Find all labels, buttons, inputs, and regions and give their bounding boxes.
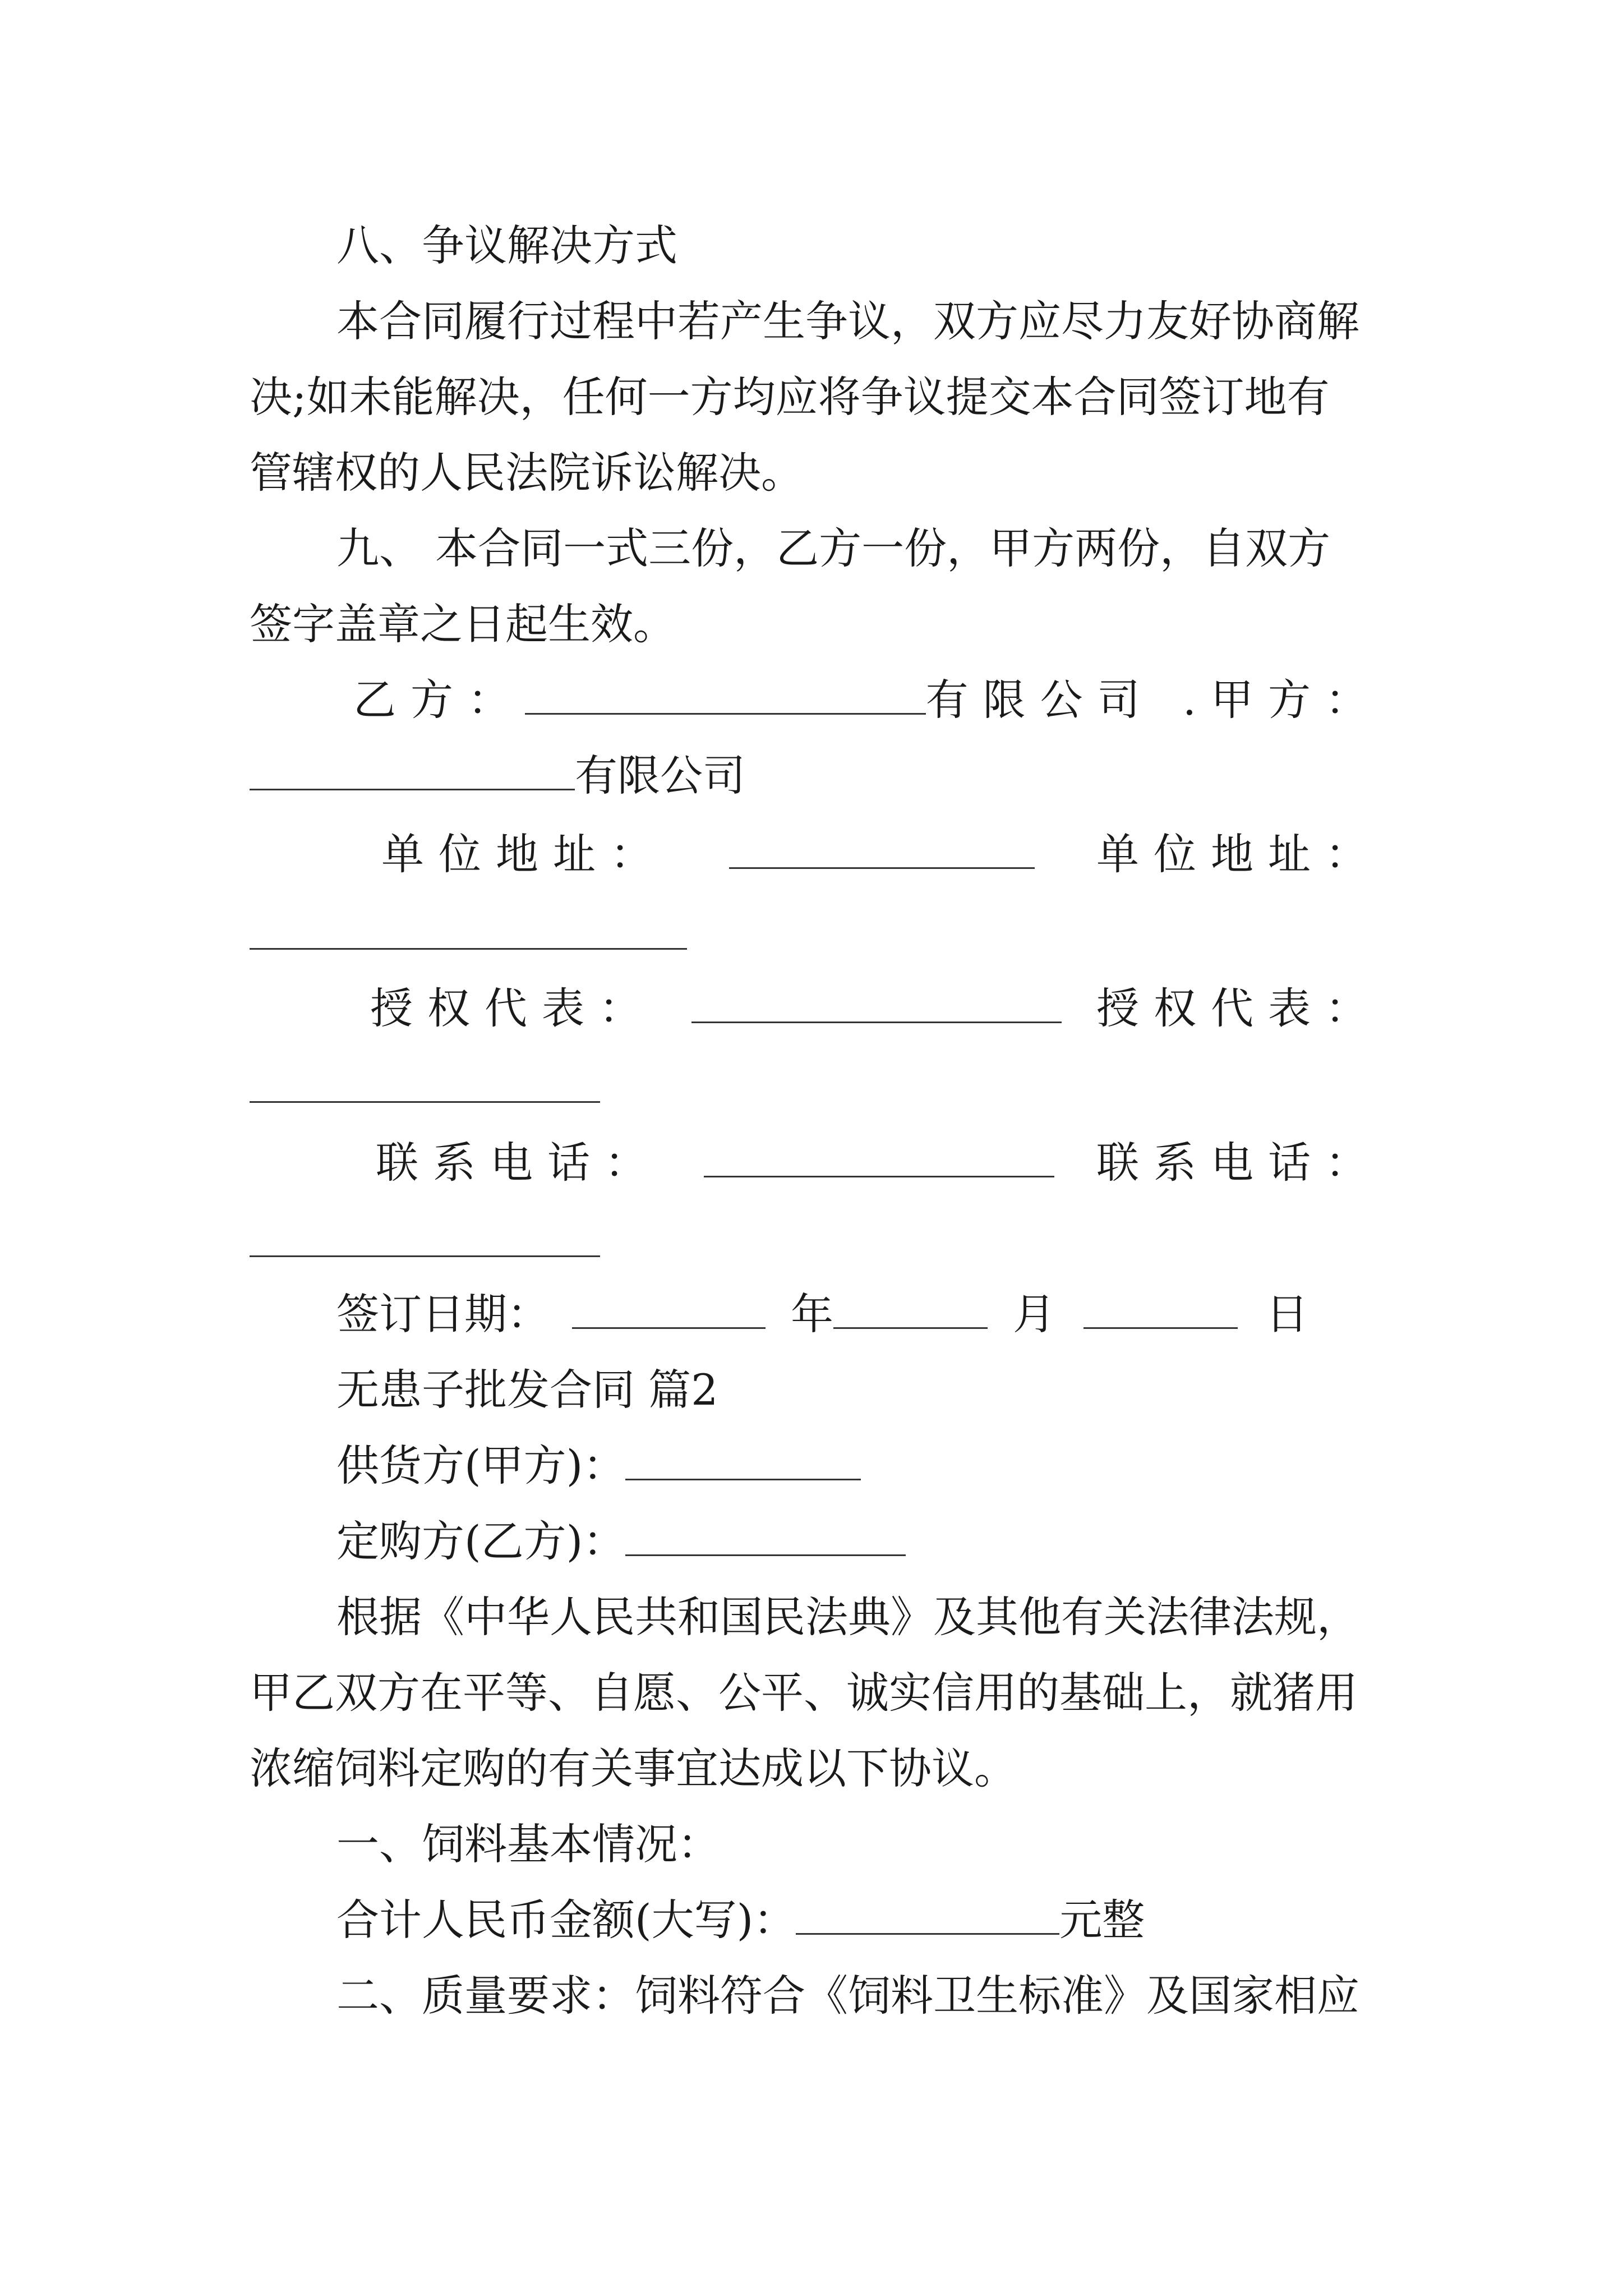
amount-suffix: 元整 [1059, 1895, 1145, 1945]
amount-row [336, 1882, 1382, 1958]
address-blank-b [729, 828, 1035, 869]
party-a-suffix: 有限公司 [575, 751, 745, 800]
representative-label-b: 授权代表： [370, 983, 656, 1033]
party-b-suffix: 有限公司 . [925, 675, 1211, 725]
amount-blank [796, 1894, 1059, 1935]
paragraph-line: 甲乙双方在平等、自愿、公平、诚实信用的基础上，就猪用 [250, 1668, 1358, 1718]
party-a-name-blank [250, 749, 575, 790]
representative-row [370, 970, 1382, 1047]
address-label-a: 单位地址： [1096, 829, 1382, 879]
year-blank [572, 1288, 766, 1329]
paragraph-line: 签字盖章之日起生效。 [250, 599, 676, 649]
buyer-blank [625, 1515, 906, 1556]
day-label: 日 [1266, 1289, 1308, 1339]
party-a-label: 甲方： [1211, 675, 1382, 725]
section-heading-feed: 一、饲料基本情况： [336, 1819, 720, 1869]
section-heading-dispute: 八、争议解决方式 [336, 220, 677, 270]
paragraph-line: 九、 本合同一式三份，乙方一份，甲方两份，自双方 [336, 523, 1331, 573]
day-blank [1083, 1288, 1238, 1329]
phone-blank-b [704, 1137, 1054, 1177]
phone-row [376, 1125, 1382, 1201]
year-label: 年 [791, 1289, 833, 1339]
amount-label: 合计人民币金额(大写)： [336, 1895, 796, 1945]
party-a-name-row [250, 738, 1382, 814]
paragraph-line: 决;如未能解决，任何一方均应将争议提交本合同签订地有 [250, 372, 1330, 422]
representative-label-a: 授权代表： [1096, 983, 1382, 1033]
paragraph-line: 浓缩饲料定购的有关事宜达成以下协议。 [250, 1743, 1017, 1793]
sign-date-row [336, 1276, 1382, 1352]
sign-date-label: 签订日期： [336, 1289, 550, 1339]
party-signature-row [353, 662, 1382, 738]
phone-label-b: 联系电话： [376, 1138, 662, 1188]
address-label-b: 单位地址： [381, 829, 667, 879]
address-blank-a [250, 948, 687, 950]
supplier-blank [625, 1439, 861, 1480]
section-heading-quality: 二、质量要求：饲料符合《饲料卫生标准》及国家相应 [336, 1971, 1359, 2021]
representative-blank-a [250, 1101, 600, 1103]
paragraph-line: 管辖权的人民法院诉讼解决。 [250, 448, 804, 498]
month-label: 月 [1013, 1289, 1055, 1339]
phone-blank-a [250, 1255, 600, 1257]
paragraph-line: 本合同履行过程中若产生争议，双方应尽力友好协商解 [336, 296, 1359, 346]
paragraph-line: 根据《中华人民共和国民法典》及其他有关法律法规， [336, 1592, 1359, 1642]
supplier-row [336, 1428, 1382, 1504]
month-blank [833, 1288, 988, 1329]
address-row [381, 816, 1382, 892]
party-b-name-blank [525, 674, 926, 715]
contract-title: 无患子批发合同 篇2 [336, 1365, 718, 1415]
supplier-label: 供货方(甲方)： [336, 1441, 626, 1490]
buyer-label: 定购方(乙方)： [336, 1516, 626, 1566]
party-b-label: 乙方： [353, 675, 525, 725]
representative-blank-b [691, 982, 1062, 1023]
buyer-row [336, 1503, 1382, 1580]
phone-label-a: 联系电话： [1096, 1138, 1382, 1188]
